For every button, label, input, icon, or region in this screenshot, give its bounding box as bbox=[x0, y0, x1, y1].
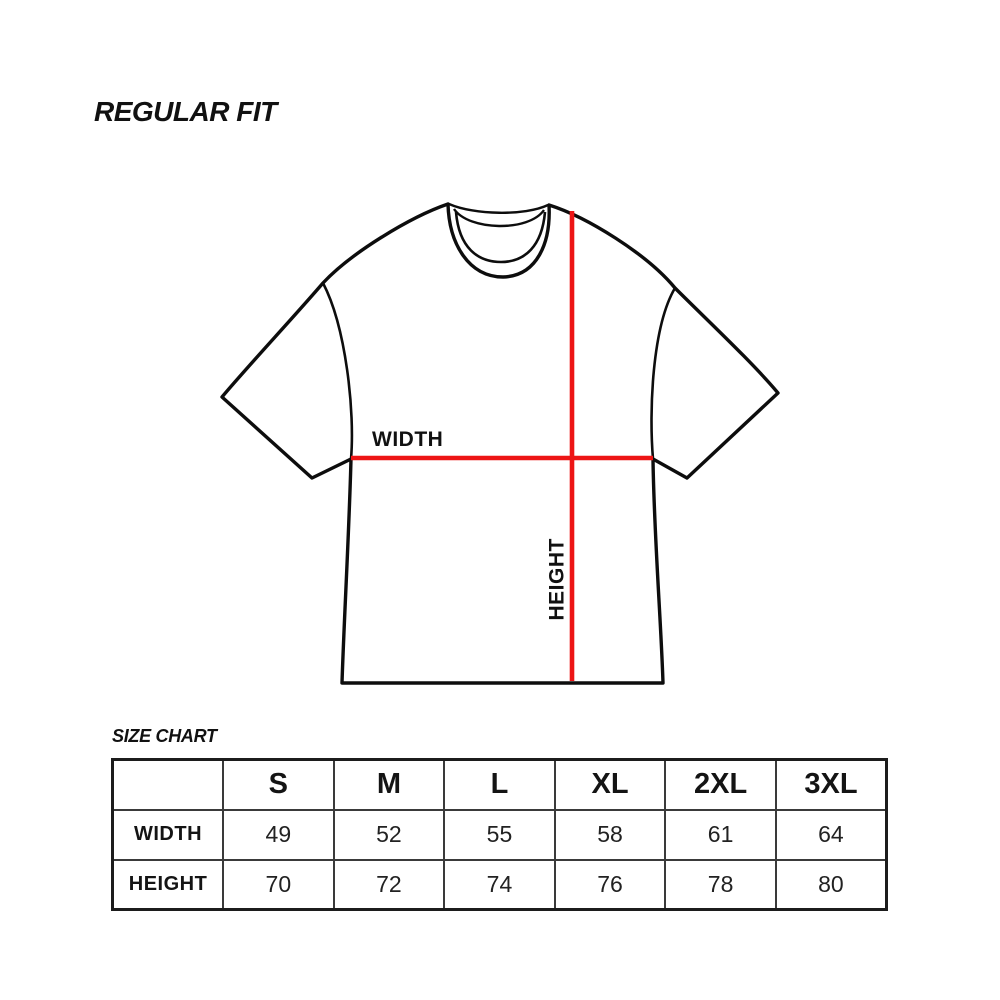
collar-top-edge bbox=[449, 204, 548, 213]
height-value-xl: 76 bbox=[555, 860, 666, 910]
height-value-m: 72 bbox=[334, 860, 445, 910]
size-chart-table bbox=[111, 758, 888, 911]
width-value-3xl: 64 bbox=[776, 810, 887, 860]
row-label-height: HEIGHT bbox=[113, 860, 224, 910]
row-label-width: WIDTH bbox=[113, 810, 224, 860]
width-value-l: 55 bbox=[444, 810, 555, 860]
height-value-3xl: 80 bbox=[776, 860, 887, 910]
size-chart-heading: SIZE CHART bbox=[112, 726, 217, 746]
table-row-width bbox=[113, 810, 887, 860]
column-header-xl: XL bbox=[555, 760, 666, 810]
width-value-s: 49 bbox=[223, 810, 334, 860]
size-chart-header-row bbox=[113, 760, 887, 810]
width-value-xl: 58 bbox=[555, 810, 666, 860]
column-header-l: L bbox=[444, 760, 555, 810]
height-measure-label: HEIGHT bbox=[545, 538, 569, 621]
column-header-3xl: 3XL bbox=[776, 760, 887, 810]
page-title: REGULAR FIT bbox=[94, 96, 277, 127]
height-value-2xl: 78 bbox=[665, 860, 776, 910]
column-header-m: M bbox=[334, 760, 445, 810]
column-header-s: S bbox=[223, 760, 334, 810]
corner-cell bbox=[113, 760, 224, 810]
height-value-l: 74 bbox=[444, 860, 555, 910]
width-value-m: 52 bbox=[334, 810, 445, 860]
height-value-s: 70 bbox=[223, 860, 334, 910]
width-value-2xl: 61 bbox=[665, 810, 776, 860]
width-measure-label: WIDTH bbox=[372, 428, 444, 451]
column-header-2xl: 2XL bbox=[665, 760, 776, 810]
tshirt-outline bbox=[222, 204, 778, 683]
table-row-height bbox=[113, 860, 887, 910]
